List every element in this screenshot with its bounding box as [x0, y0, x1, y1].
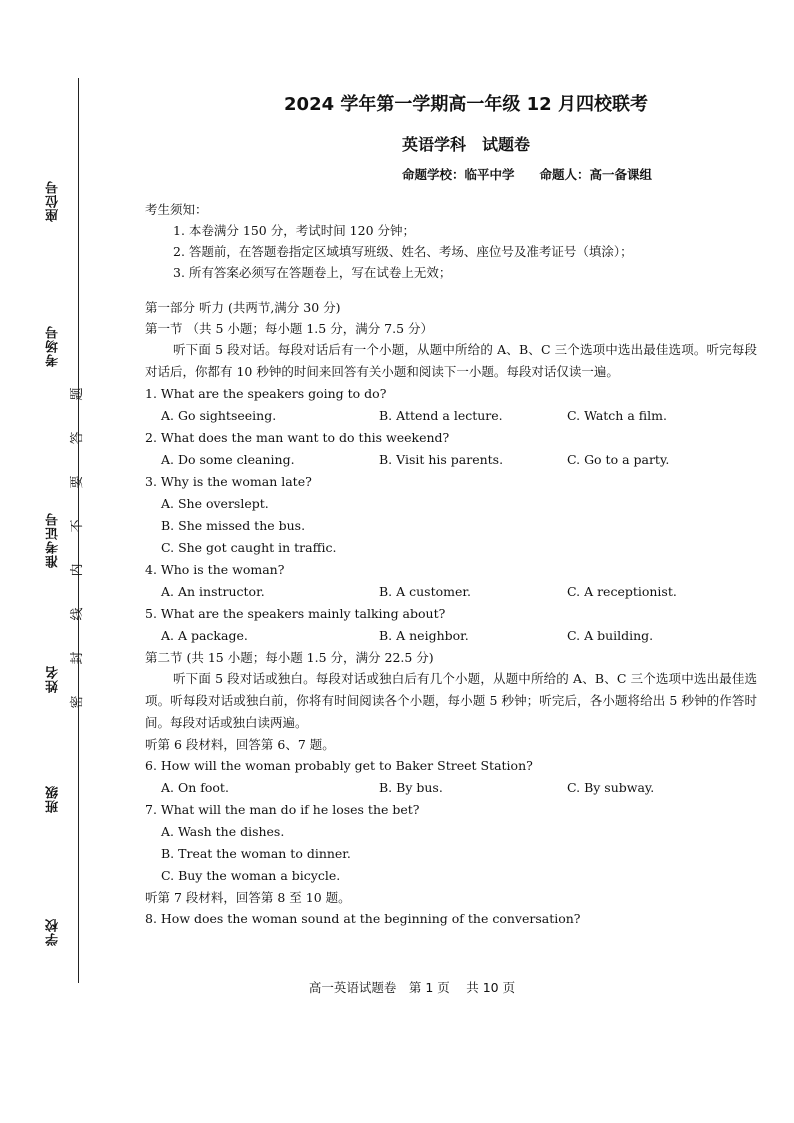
class-field [42, 785, 64, 813]
question-stem: 3. Why is the woman late? [145, 474, 312, 489]
option-b: B. A customer. [379, 584, 471, 599]
seal-line-notice [70, 372, 100, 724]
seal-char: 内 [70, 563, 85, 577]
seal-char: 不 [70, 519, 85, 533]
option-a: A. She overslept. [161, 496, 269, 511]
option-c: C. Go to a party. [567, 452, 670, 467]
question-options [145, 405, 757, 427]
question-options [145, 625, 757, 647]
question-stem: 4. Who is the woman? [145, 562, 285, 577]
admission-number-label: 准考证号 [45, 512, 61, 568]
question-stem: 6. How will the woman probably get to Baker Street Station? [145, 758, 533, 773]
option-b: B. A neighbor. [379, 628, 469, 643]
option-c: C. A receptionist. [567, 584, 677, 599]
question-options [145, 449, 757, 471]
material-instruction: 听第 6 段材料，回答第 6、7 题。 [145, 737, 335, 752]
option-a: A. Do some cleaning. [161, 452, 295, 467]
notice-item: 3. 所有答案必须写在答题卷上，写在试卷上无效； [173, 265, 452, 280]
exam-room-label: 考场号 [45, 325, 61, 367]
option-c: C. By subway. [567, 780, 655, 795]
notice-heading: 考生须知： [145, 202, 208, 217]
exam-title: 2024 学年第一学期高一年级 12 月四校联考 [284, 94, 648, 115]
option-a: A. Go sightseeing. [161, 408, 277, 423]
seat-number-field [42, 180, 64, 222]
seal-char: 答 [70, 431, 85, 445]
seal-char: 要 [70, 475, 85, 489]
option-b: B. Attend a lecture. [379, 408, 503, 423]
question-stem: 1. What are the speakers going to do? [145, 386, 387, 401]
section-instructions: 听下面 5 段对话。每段对话后有一个小题，从题中所给的 A、B、C 三个选项中选出最佳选项。听完每段对话后，你都有 10 秒钟的时间来回答有关小题和阅读下一小题。每段对话仅读一遍。 [145, 342, 757, 379]
question-stem: 2. What does the man want to do this weekend? [145, 430, 450, 445]
question-stem: 5. What are the speakers mainly talking about? [145, 606, 446, 621]
page-footer: 高一英语试题卷 第 1 页 共 10 页 [308, 980, 516, 995]
question-options [145, 777, 757, 799]
section-heading: 第一节 （共 5 小题；每小题 1.5 分，满分 7.5 分） [145, 321, 434, 336]
admission-number-field [42, 512, 64, 568]
school-field [42, 918, 64, 946]
exam-meta: 命题学校：临平中学 命题人：高一备课组 [401, 167, 652, 182]
seal-char: 封 [70, 651, 85, 665]
option-c: C. A building. [567, 628, 654, 643]
seat-number-label: 座位号 [45, 180, 61, 222]
name-label: 姓名 [45, 665, 61, 693]
section-heading: 第二节 (共 15 小题；每小题 1.5 分，满分 22.5 分) [145, 650, 434, 665]
option-c: C. She got caught in traffic. [161, 540, 337, 555]
notice-item: 2. 答题前，在答题卷指定区域填写班级、姓名、考场、座位号及准考证号（填涂）； [173, 244, 633, 259]
seal-char: 题 [70, 387, 85, 401]
question-stem: 8. How does the woman sound at the beginning of the conversation? [145, 911, 581, 926]
option-a: A. On foot. [161, 780, 229, 795]
option-b: B. She missed the bus. [161, 518, 306, 533]
option-a: A. A package. [161, 628, 248, 643]
material-instruction: 听第 7 段材料，回答第 8 至 10 题。 [145, 890, 351, 905]
section-instructions: 听下面 5 段对话或独白。每段对话或独白后有几个小题，从题中所给的 A、B、C 三个选项中选出最佳选项。听每段对话或独白前，你将有时间阅读各个小题，每小题 5 秒钟；听完后，各小题将给出 5 秒钟的作答时间。每段对话或独白读两遍。 [145, 671, 757, 730]
school-label: 学校 [45, 918, 61, 946]
option-c: C. Buy the woman a bicycle. [161, 868, 341, 883]
name-field [42, 665, 64, 693]
exam-subtitle: 英语学科 试题卷 [401, 135, 530, 154]
option-b: B. By bus. [379, 780, 443, 795]
option-c: C. Watch a film. [567, 408, 667, 423]
seal-char: 密 [70, 695, 85, 709]
class-label: 班级 [45, 785, 61, 813]
question-stem: 7. What will the man do if he loses the bet? [145, 802, 420, 817]
notice-item: 1. 本卷满分 150 分，考试时间 120 分钟； [173, 223, 416, 238]
option-a: A. An instructor. [161, 584, 265, 599]
exam-page [145, 90, 757, 930]
seal-char: 线 [70, 607, 85, 621]
exam-room-field [42, 325, 64, 367]
part-heading: 第一部分 听力 (共两节,满分 30 分) [145, 300, 341, 315]
option-a: A. Wash the dishes. [161, 824, 285, 839]
option-b: B. Visit his parents. [379, 452, 504, 467]
option-b: B. Treat the woman to dinner. [161, 846, 351, 861]
candidate-notice [145, 199, 757, 283]
question-options [145, 581, 757, 603]
